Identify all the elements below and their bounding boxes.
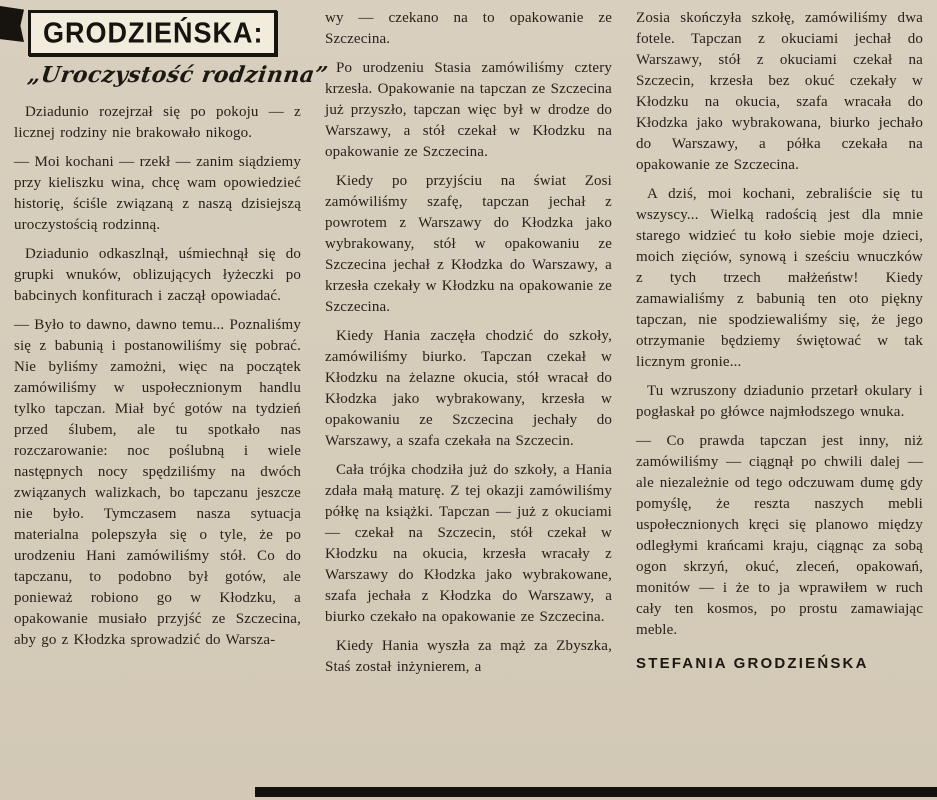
- bottom-rule: [255, 787, 937, 797]
- paragraph: A dziś, moi kochani, zebraliście się tu wszyscy... Wielką radością jest dla mnie starego widzieć tu koło siebie moje dzieci, moich zięciów, synową i sześciu wnuczków z tych trzech małżeństw! Kiedy zamawialiśmy z babunią ten oto piękny tapczan, nie spodziewaliśmy się, że jego otrzymanie będziemy świętować w tak licznym gronie...: [636, 186, 923, 370]
- paragraph: — Co prawda tapczan jest inny, niż zamówiliśmy — ciągnął po chwili dalej — ale niezależnie od tego odczuwam dumę gdy pomyślę, że reszta naszych mebli uspołecznionych kręci się planowo między odległymi krańcami kraju, ciągnąc za sobą ogon skrzyń, okuć, zleceń, opakowań, monitów — i że to ja wprawiłem w ruch cały ten kosmos, po prostu zamawiając meble.: [636, 433, 923, 638]
- paragraph: wy — czekano na to opakowanie ze Szczecina.: [325, 10, 612, 47]
- paragraph: Kiedy po przyjściu na świat Zosi zamówiliśmy szafę, tapczan jechał z powrotem z Warszawy do Kłodzka jako wybrakowany, stół w opakowaniu ze Szczecina jechał z Kłodzka do Warszawy, a krzesła czekały w Kłodzku na opakowanie ze Szczecina.: [325, 173, 612, 315]
- author-name: GRODZIEŃSKA:: [43, 17, 264, 49]
- author-name-box: [28, 10, 277, 56]
- paragraph: — Było to dawno, dawno temu... Poznaliśmy się z babunią i postanowiliśmy się pobrać. Nie byliśmy zamożni, więc na początek zamówiliśmy w uspołecznionym handlu tylko tapczan. Miał być gotów na tydzień przed ślubem, ale tu spotkało nas rozczarowanie: noc poślubną i wiele następnych nocy spędziliśmy na dwóch związanych walizkach, bo tapczanu jeszcze nie było. Tymczasem nasza sytuacja materialna polepszyła się o tyle, że po urodzeniu Hani zamówiliśmy stół. Co do tapczanu, to podobno był gotów, ale ponieważ robiono go w Kłodzku, a opakowanie musiało przyjść ze Szczecina, aby go z Kłodzka sprowadzić do Warsza-: [14, 317, 301, 648]
- column-2: [325, 8, 612, 686]
- paragraph: Kiedy Hania zaczęła chodzić do szkoły, zamówiliśmy biurko. Tapczan czekał w Kłodzku na żelazne okucia, stół wracał do Kłodzka jako wybrakowany, krzesła w opakowaniu ze Szczecina jechały do Warszawy, a szafa czekała na Szczecin.: [325, 328, 612, 449]
- article-header: [26, 10, 330, 88]
- paragraph: Po urodzeniu Stasia zamówiliśmy cztery krzesła. Opakowanie na tapczan ze Szczecina już przyszło, tapczan więc był w drodze do Warszawy, a stół czekał w Kłodzku na opakowanie ze Szczecina.: [325, 60, 612, 160]
- column-1: [14, 8, 330, 686]
- paragraph: Dziadunio rozejrzał się po pokoju — z licznej rodziny nie brakowało nikogo.: [14, 104, 301, 141]
- paragraph: Zosia skończyła szkołę, zamówiliśmy dwa fotele. Tapczan z okuciami jechał do Warszawy, stół z okuciami czekał na Szczecin, krzesła bez okuć czekały w Kłodzku na okucia, szafa wracała do Kłodzka jako wybrakowana, biurko jechało do Warszawy, a półka czekała na opakowanie ze Szczecina.: [636, 10, 923, 173]
- paragraph: Dziadunio odkaszlnął, uśmiechnął się do grupki wnuków, oblizujących łyżeczki po babcinych konfiturach i zaczął opowiadać.: [14, 246, 301, 304]
- author-signature: STEFANIA GRODZIEŃSKA: [636, 655, 869, 672]
- paragraph: Kiedy Hania wyszła za mąż za Zbyszka, Staś został inżynierem, a: [325, 638, 612, 675]
- paragraph: Cała trójka chodziła już do szkoły, a Hania zdała małą maturę. Z tej okazji zamówiliśmy półkę na książki. Tapczan — już z okuciami — czekał na Szczecin, stół czekał w Kłodzku na okucia, krzesła wracały z Warszawy do Kłodzka jako wybrakowane, szafa jechała z Kłodzka do Warszawy, a biurko czekało na opakowanie ze Szczecina.: [325, 462, 612, 625]
- article-title: „Uroczystość rodzinna”: [26, 62, 330, 88]
- paragraph: — Moi kochani — rzekł — zanim siądziemy przy kieliszku wina, chcę wam opowiedzieć historię, ściśle związaną z naszą dzisiejszą uroczystością rodzinną.: [14, 154, 301, 233]
- paragraph: Tu wzruszony dziadunio przetarł okulary i pogłaskał po główce najmłodszego wnuka.: [636, 383, 923, 420]
- ink-mark: [0, 6, 24, 42]
- column-3: [636, 8, 923, 686]
